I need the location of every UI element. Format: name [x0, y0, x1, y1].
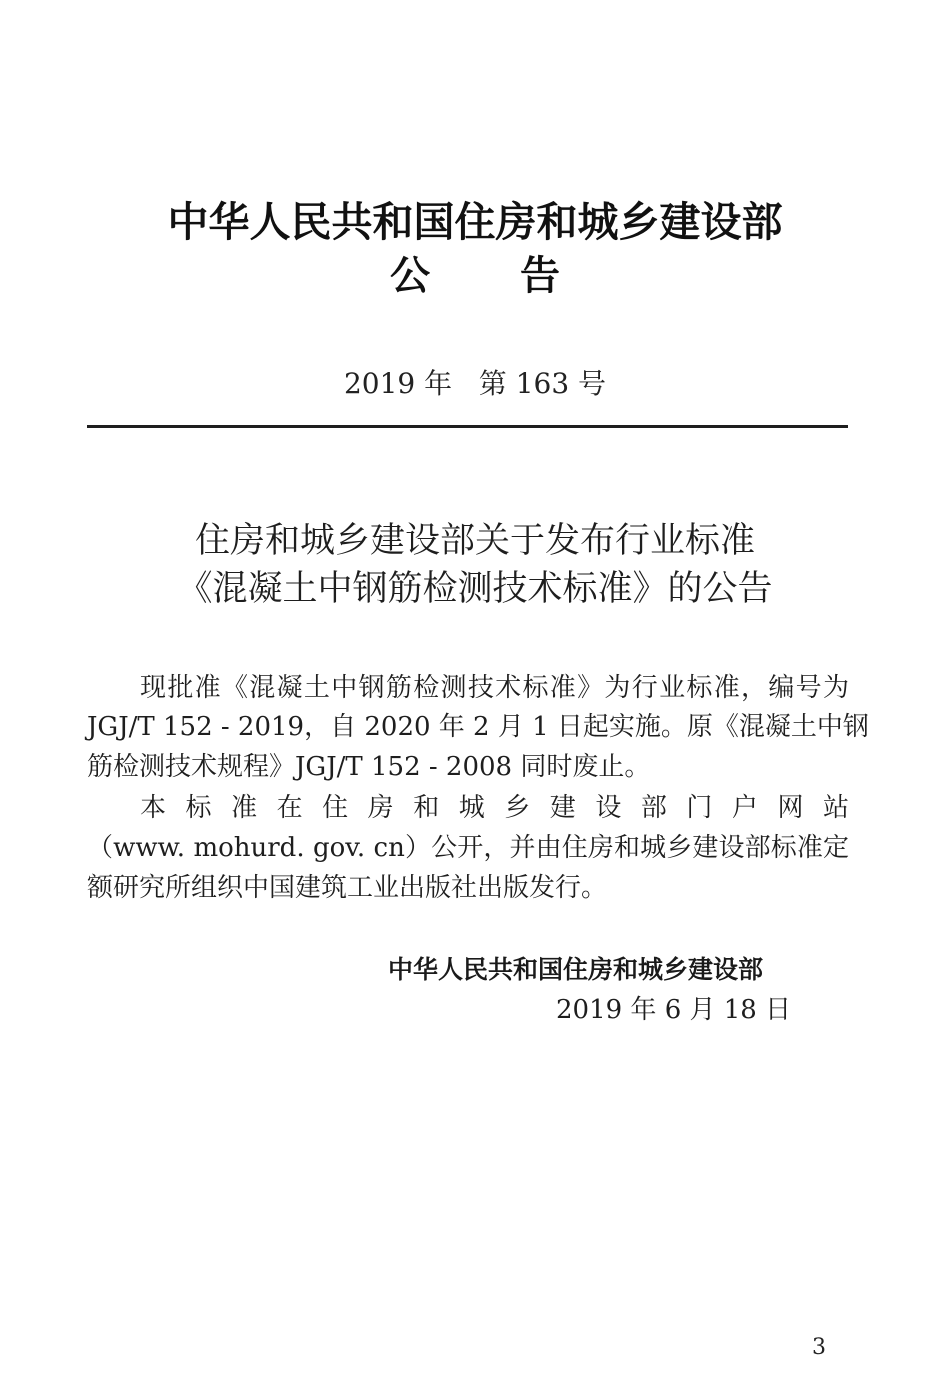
- body-paragraph-1-line-2: JGJ/T 152 - 2019，自 2020 年 2 月 1 日起实施。原《混凝土中钢: [87, 712, 869, 742]
- body-paragraph-2-line-3: 额研究所组织中国建筑工业出版社出版发行。: [87, 873, 608, 903]
- spread-char: 户: [731, 793, 758, 823]
- spread-char: 设: [595, 793, 622, 823]
- signature-organization: 中华人民共和国住房和城乡建设部: [388, 955, 764, 984]
- spread-char: 建: [549, 793, 576, 823]
- spread-char: 门: [686, 793, 713, 823]
- notice-title-line-1: 住房和城乡建设部关于发布行业标准: [194, 521, 755, 561]
- spread-char: 在: [276, 793, 303, 823]
- spread-char: 和: [413, 793, 440, 823]
- document-number: 2019 年 第 163 号: [343, 367, 607, 400]
- notice-title-line-2: 《混凝土中钢筋检测技术标准》的公告: [177, 569, 773, 609]
- spread-char: 标: [185, 793, 212, 823]
- spread-char: 住: [322, 793, 349, 823]
- doc-type-heading: [0, 250, 950, 302]
- spread-char: 城: [458, 793, 485, 823]
- page-number: 3: [812, 1335, 826, 1360]
- spread-char: 房: [367, 793, 394, 823]
- header-divider: [87, 425, 848, 428]
- body-paragraph-2-line-2: （www. mohurd. gov. cn）公开，并由住房和城乡建设部标准定: [87, 833, 849, 863]
- spread-char: 乡: [504, 793, 531, 823]
- body-paragraph-2-line-1: [140, 788, 849, 828]
- issuer-heading: 中华人民共和国住房和城乡建设部: [167, 198, 783, 246]
- body-paragraph-1-line-3: 筋检测技术规程》JGJ/T 152 - 2008 同时废止。: [87, 752, 651, 782]
- spread-char: 部: [640, 793, 667, 823]
- spread-char: 站: [822, 793, 849, 823]
- spread-char: 网: [777, 793, 804, 823]
- signature-date: 2019 年 6 月 18 日: [556, 995, 792, 1025]
- body-paragraph-1-line-1: 现批准《混凝土中钢筋检测技术标准》为行业标准，编号为: [140, 673, 849, 703]
- spread-text: [140, 788, 849, 828]
- doc-type-char: 公: [390, 253, 430, 299]
- spread-char: 本: [140, 793, 167, 823]
- doc-type-char: 告: [520, 253, 560, 299]
- spread-char: 准: [231, 793, 258, 823]
